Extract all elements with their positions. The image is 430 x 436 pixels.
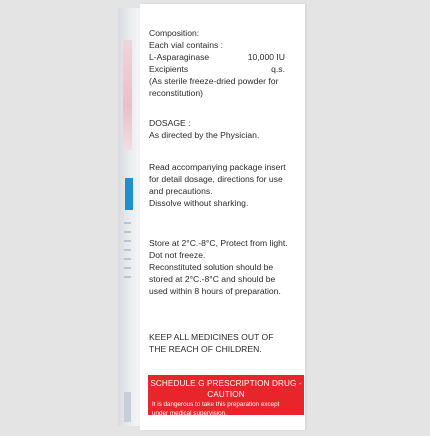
side-blue-logo-strip <box>125 178 133 210</box>
storage-line: Reconstituted solution should be <box>149 262 274 272</box>
warning-line: KEEP ALL MEDICINES OUT OF <box>149 332 274 342</box>
ingredient-name: L-Asparaginase <box>149 52 210 62</box>
insert-line: Dissolve without sharking. <box>149 198 249 208</box>
composition-heading: Composition: <box>149 28 200 38</box>
insert-line: and precautions. <box>149 186 213 196</box>
caution-text <box>148 400 304 418</box>
side-bottom-mark <box>124 392 131 422</box>
ingredient-row <box>149 51 301 63</box>
storage-section <box>149 237 301 297</box>
caution-line: under medical supervision. <box>152 409 227 417</box>
storage-line: Store at 2°C.-8°C, Protect from light. <box>149 238 288 248</box>
each-vial-text: Each vial contains : <box>149 40 224 50</box>
ingredient-amount: q.s. <box>271 64 285 74</box>
ingredient-name: Excipients <box>149 64 189 74</box>
storage-line: Dot not freeze. <box>149 250 206 260</box>
ingredient-amount: 10,000 IU <box>247 52 285 62</box>
side-pink-label <box>123 40 132 150</box>
caution-line: It is dangerous to take this preparation except <box>152 401 280 408</box>
dosage-text: As directed by the Physician. <box>149 130 260 140</box>
dosage-section <box>149 117 301 141</box>
insert-line: for detail dosage, directions for use <box>149 174 283 184</box>
caution-box <box>148 375 304 415</box>
children-warning <box>149 331 301 355</box>
dosage-heading: DOSAGE : <box>149 118 191 128</box>
ingredient-row <box>149 63 301 75</box>
storage-line: used within 8 hours of preparation. <box>149 286 281 296</box>
storage-line: stored at 2°C.-8°C and should be <box>149 274 276 284</box>
composition-note: (As sterile freeze-dried powder for <box>149 76 279 86</box>
caution-title: SCHEDULE G PRESCRIPTION DRUG - CAUTION <box>150 379 302 399</box>
side-small-print <box>124 222 131 282</box>
warning-line: THE REACH OF CHILDREN. <box>149 344 262 354</box>
composition-section <box>149 27 301 99</box>
insert-section <box>149 161 301 209</box>
composition-note: reconstitution) <box>149 88 203 98</box>
insert-line: Read accompanying package insert <box>149 162 286 172</box>
